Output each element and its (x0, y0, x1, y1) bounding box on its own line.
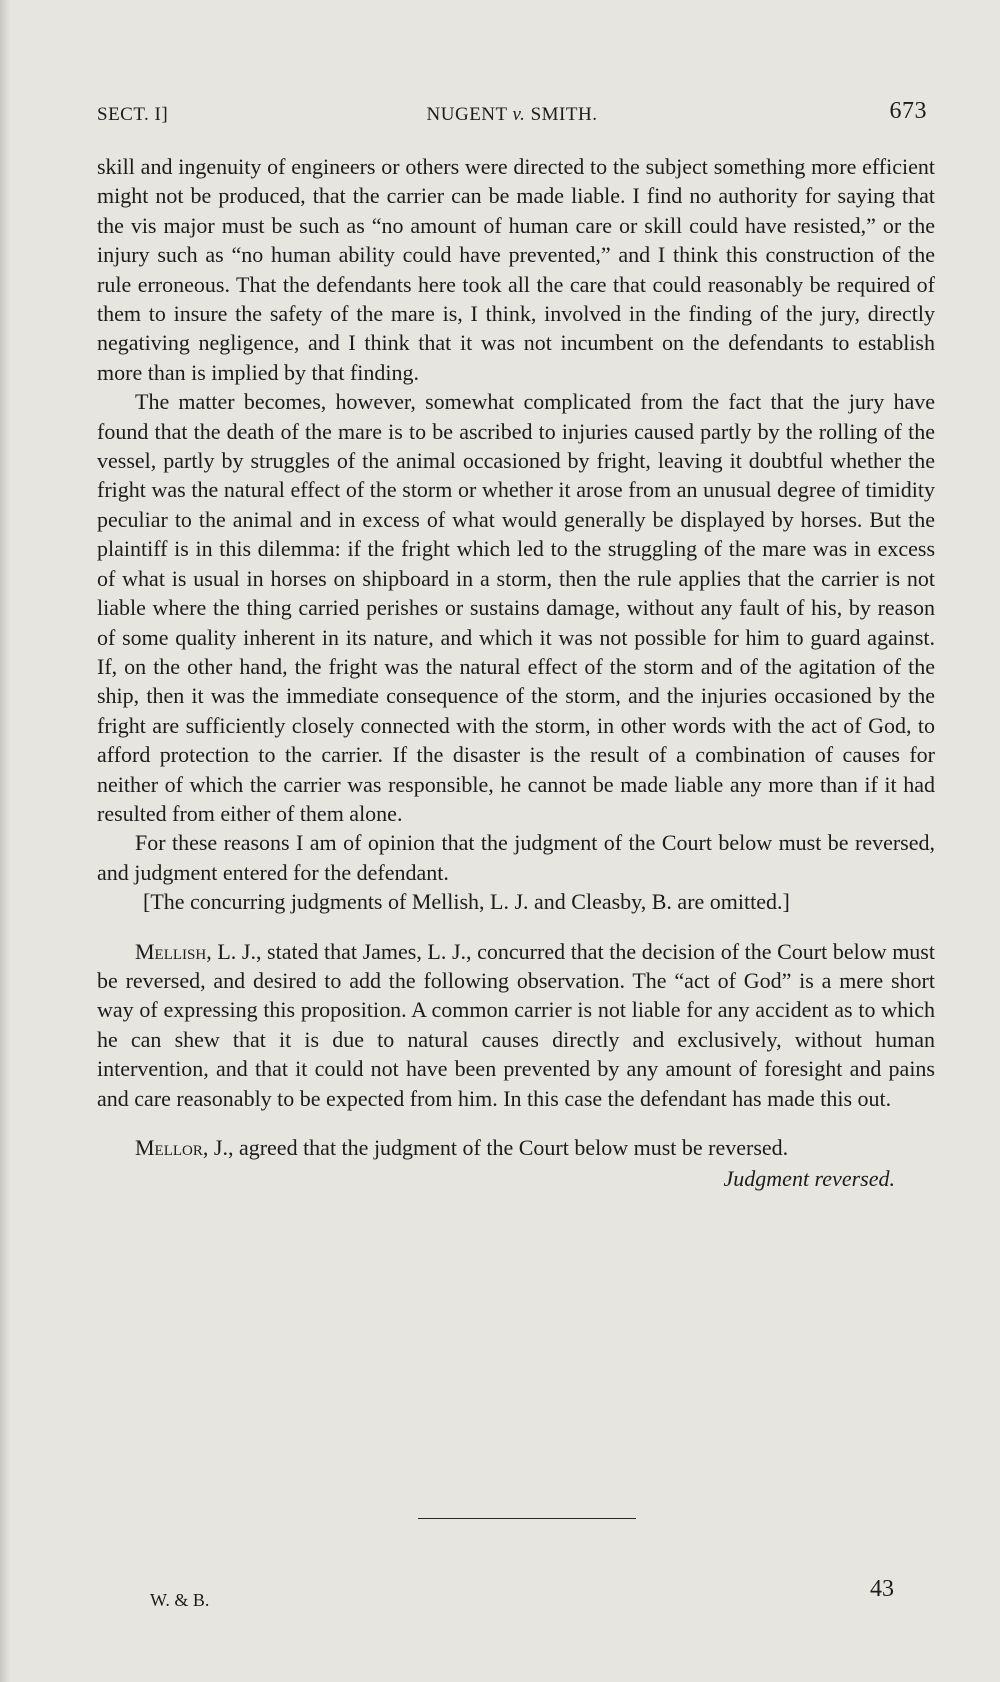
paragraph-3: For these reasons I am of opinion that the judgment of the Court below must be reversed, and judgment entered for the defendant. (97, 830, 935, 885)
page-edge-shadow (0, 0, 10, 1682)
judgment-line: Judgment reversed. (723, 1166, 895, 1192)
spacer (97, 917, 935, 937)
paragraph-2: The matter becomes, however, somewhat complicated from the fact that the jury have found that the death of the mare is to be ascribed to injuries caused partly by the rolling of the vessel, partly by struggles of the animal occasioned by fright, leaving it doubtful whether the fright was the natural effect of the storm or whether it arose from an unusual degree of timidity peculiar to the animal and in excess of what would generally be displayed by horses. But the plaintiff is in this dilemma: if the fright which led to the struggling of the mare was in excess of what is usual in horses on shipboard in a storm, then the rule applies that the carrier is not liable where the thing carried perishes or sustains damage, without any fault of his, by reason of some quality inherent in its nature, and which it was not possible for him to guard against. If, on the other hand, the fright was the natural effect of the storm and of the agitation of the ship, then it was the immediate consequence of the storm, and the injuries occasioned by the fright are sufficiently closely connected with the storm, in other words with the act of God, to afford protection to the carrier. If the disaster is the result of a combination of causes for neither of which the carrier was responsible, he cannot be made liable any more than if it had resulted from either of them alone. (97, 389, 935, 826)
paragraph-mellish (97, 937, 935, 1113)
mellor-text: , J., agreed that the judgment of the Court below must be reversed. (202, 1135, 789, 1160)
page-number: 673 (889, 98, 927, 124)
paragraph-1: skill and ingenuity of engineers or others were directed to the subject something more efficient might not be produced, that the carrier can be made liable. I find no authority for saying that the vis major must be such as “no amount of human care or skill could have resisted,” or the injury such as “no human ability could have prevented,” and I think this construction of the rule erroneous. That the defendants here took all the care that could reasonably be required of them to insure the safety of the mare is, I think, involved in the finding of the jury, directly negativing negligence, and I think that it was not incumbent on the defendants to establish more than is implied by that finding. (97, 154, 935, 385)
signature-number: 43 (870, 1576, 894, 1602)
section-rule (418, 1518, 636, 1519)
case-title-defendant: SMITH. (525, 104, 598, 125)
judge-name-mellish: Mellish (135, 938, 207, 964)
section-label: SECT. I] (97, 104, 169, 125)
judge-name-mellor: Mellor (135, 1135, 203, 1160)
editorial-note: [The concurring judgments of Mellish, L. J. and Cleasby, B. are omitted.] (143, 889, 790, 915)
case-title (97, 104, 927, 126)
case-title-plaintiff: NUGENT (426, 104, 513, 125)
paragraph-mellor (97, 1133, 935, 1162)
body-text (97, 152, 935, 1194)
mellish-text: , L. J., stated that James, L. J., concurred that the decision of the Court below must be reversed, and desired to add the following observation. The “act of God” is a mere short way of expressing this proposition. A common carrier is not liable for any accident as to which he can shew that it is due to natural causes directly and exclusively, without human intervention, and that it could not have been prevented by any amount of foresight and pains and care reasonably to be expected from him. In this case the defendant has made this out. (97, 938, 935, 1111)
spacer (97, 1113, 935, 1133)
case-title-versus: v. (512, 104, 526, 125)
signature-mark: W. & B. (150, 1590, 210, 1610)
running-head (97, 98, 927, 128)
